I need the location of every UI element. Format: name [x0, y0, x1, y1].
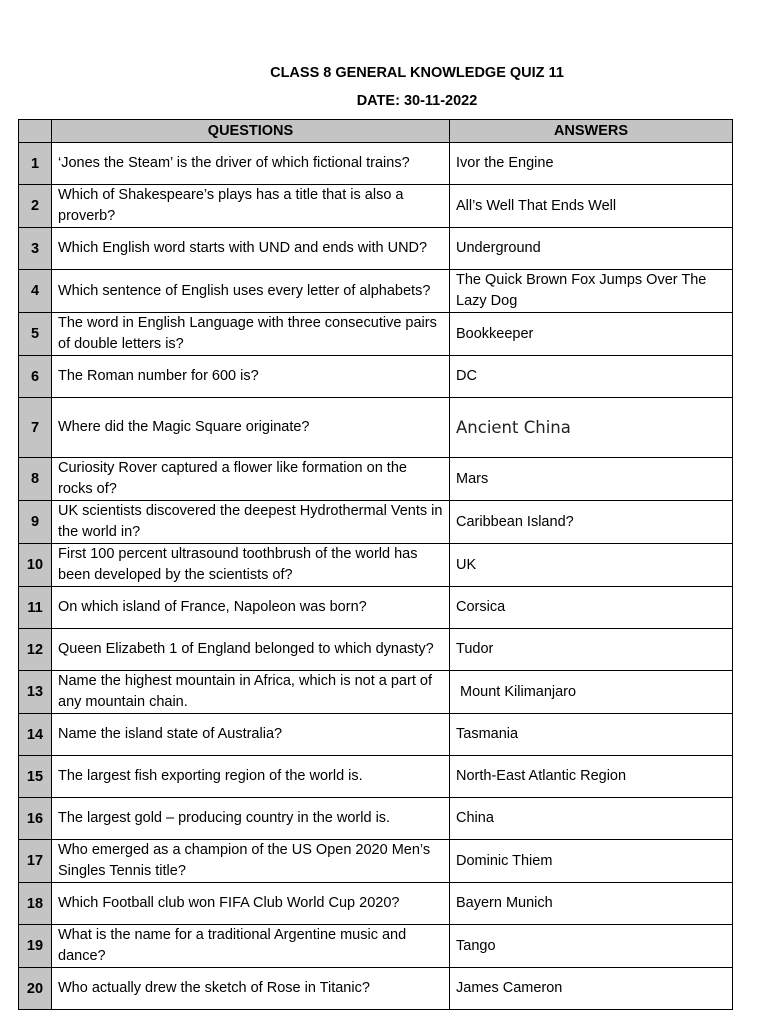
table-row — [19, 714, 733, 756]
question-cell: The word in English Language with three consecutive pairs of double letters is? — [52, 313, 450, 356]
question-cell: The largest gold – producing country in the world is. — [52, 798, 450, 840]
question-cell: Where did the Magic Square originate? — [52, 398, 450, 458]
question-cell: Which of Shakespeare’s plays has a title that is also a proverb? — [52, 185, 450, 228]
answer-cell: Ivor the Engine — [450, 143, 733, 185]
quiz-table — [18, 119, 733, 1010]
table-row — [19, 798, 733, 840]
answer-cell: DC — [450, 356, 733, 398]
table-row — [19, 756, 733, 798]
row-number: 1 — [19, 143, 52, 185]
question-cell: ‘Jones the Steam’ is the driver of which fictional trains? — [52, 143, 450, 185]
table-row — [19, 270, 733, 313]
row-number: 19 — [19, 925, 52, 968]
header-number — [19, 120, 52, 143]
question-cell: Queen Elizabeth 1 of England belonged to which dynasty? — [52, 629, 450, 671]
answer-cell: Corsica — [450, 587, 733, 629]
question-cell: Name the island state of Australia? — [52, 714, 450, 756]
row-number: 9 — [19, 501, 52, 544]
table-row — [19, 883, 733, 925]
table-row — [19, 629, 733, 671]
row-number: 10 — [19, 544, 52, 587]
question-cell: UK scientists discovered the deepest Hydrothermal Vents in the world in? — [52, 501, 450, 544]
quiz-date: DATE: 30-11-2022 — [356, 93, 478, 109]
table-row — [19, 671, 733, 714]
row-number: 5 — [19, 313, 52, 356]
row-number: 4 — [19, 270, 52, 313]
table-row — [19, 228, 733, 270]
row-number: 6 — [19, 356, 52, 398]
row-number: 20 — [19, 968, 52, 1010]
question-cell: The Roman number for 600 is? — [52, 356, 450, 398]
row-number: 7 — [19, 398, 52, 458]
answer-cell: UK — [450, 544, 733, 587]
question-cell: Which Football club won FIFA Club World Cup 2020? — [52, 883, 450, 925]
table-row — [19, 587, 733, 629]
question-cell: Name the highest mountain in Africa, which is not a part of any mountain chain. — [52, 671, 450, 714]
table-row — [19, 458, 733, 501]
answer-cell: China — [450, 798, 733, 840]
answer-cell: Bookkeeper — [450, 313, 733, 356]
row-number: 16 — [19, 798, 52, 840]
table-row — [19, 544, 733, 587]
question-cell: What is the name for a traditional Argentine music and dance? — [52, 925, 450, 968]
row-number: 14 — [19, 714, 52, 756]
table-row — [19, 840, 733, 883]
row-number: 18 — [19, 883, 52, 925]
question-cell: Which English word starts with UND and ends with UND? — [52, 228, 450, 270]
question-cell: On which island of France, Napoleon was born? — [52, 587, 450, 629]
answer-cell: Tango — [450, 925, 733, 968]
table-row — [19, 398, 733, 458]
row-number: 11 — [19, 587, 52, 629]
answer-cell: Underground — [450, 228, 733, 270]
answer-cell: Mars — [450, 458, 733, 501]
table-row — [19, 313, 733, 356]
table-row — [19, 185, 733, 228]
answer-cell: Caribbean Island? — [450, 501, 733, 544]
answer-cell: All’s Well That Ends Well — [450, 185, 733, 228]
answer-cell: Ancient China — [450, 398, 733, 458]
answer-cell: North-East Atlantic Region — [450, 756, 733, 798]
question-cell: Which sentence of English uses every letter of alphabets? — [52, 270, 450, 313]
row-number: 15 — [19, 756, 52, 798]
header-row — [19, 120, 733, 143]
question-cell: Who emerged as a champion of the US Open 2020 Men’s Singles Tennis title? — [52, 840, 450, 883]
header-questions: QUESTIONS — [52, 120, 450, 143]
table-row — [19, 356, 733, 398]
table-row — [19, 143, 733, 185]
answer-cell: Tasmania — [450, 714, 733, 756]
answer-cell: Dominic Thiem — [450, 840, 733, 883]
table-row — [19, 968, 733, 1010]
header-answers: ANSWERS — [450, 120, 733, 143]
answer-cell: James Cameron — [450, 968, 733, 1010]
row-number: 2 — [19, 185, 52, 228]
answer-cell: Mount Kilimanjaro — [450, 671, 733, 714]
question-cell: Who actually drew the sketch of Rose in Titanic? — [52, 968, 450, 1010]
answer-cell: Tudor — [450, 629, 733, 671]
quiz-title: CLASS 8 GENERAL KNOWLEDGE QUIZ 11 — [270, 65, 564, 81]
question-cell: Curiosity Rover captured a flower like formation on the rocks of? — [52, 458, 450, 501]
question-cell: First 100 percent ultrasound toothbrush of the world has been developed by the scientists of? — [52, 544, 450, 587]
table-row — [19, 925, 733, 968]
question-cell: The largest fish exporting region of the world is. — [52, 756, 450, 798]
table-row — [19, 501, 733, 544]
row-number: 12 — [19, 629, 52, 671]
answer-cell: Bayern Munich — [450, 883, 733, 925]
row-number: 8 — [19, 458, 52, 501]
row-number: 17 — [19, 840, 52, 883]
row-number: 13 — [19, 671, 52, 714]
row-number: 3 — [19, 228, 52, 270]
answer-cell: The Quick Brown Fox Jumps Over The Lazy Dog — [450, 270, 733, 313]
